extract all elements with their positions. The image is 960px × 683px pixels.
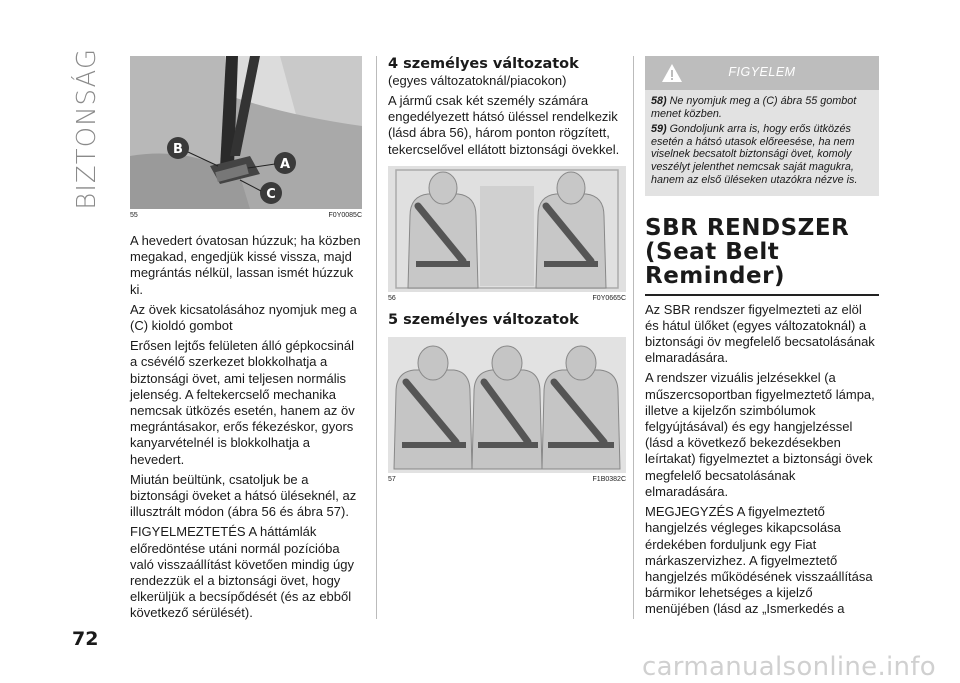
- paragraph: A hevedert óvatosan húzzuk; ha közben megakad, engedjük kissé vissza, majd megrántás nélkül, lassan ismét húzzuk ki.: [130, 233, 361, 297]
- fig-label-a: A: [279, 157, 291, 172]
- warning-header: [645, 56, 879, 90]
- paragraph: A jármű csak két személy számára engedélyezett hátsó üléssel rendelkezik (lásd ábra 56), három ponton rögzített, tekercselővel ellátott biztonsági övekkel.: [388, 93, 620, 157]
- figure-55: [130, 56, 362, 209]
- paragraph: MEGJEGYZÉS A figyelmeztető hangjelzés végleges kikapcsolása érdekében forduljunk egy Fiat márkaszervizhez. A figyelmeztető hangjelzés működésének visszaállítása bármikor lehetséges a kijelző menüjében (lásd az „Ismerkedés a: [645, 504, 873, 617]
- column-divider: [376, 56, 377, 619]
- column-middle: [388, 56, 626, 493]
- paragraph: Az SBR rendszer figyelmezteti az elöl és hátul ülőket (egyes változatoknál) a biztonsági öv megfelelő becsatolásának elmaradására.: [645, 301, 875, 366]
- figure-number: 55: [130, 212, 138, 219]
- fig-label-b: B: [173, 142, 183, 157]
- column-right: [645, 56, 879, 622]
- fig-label-c: C: [266, 187, 276, 202]
- warning-box: [645, 56, 879, 196]
- warning-title: FIGYELEM: [728, 65, 796, 79]
- heading-rule: [645, 294, 879, 296]
- rear-seats-3-illustration: [388, 337, 626, 473]
- warning-item: [651, 95, 873, 120]
- paragraph: Miután beültünk, csatoljuk be a biztonsági öveket a hátsó üléseknél, az illusztrált módon (ábra 56 és ábra 57).: [130, 471, 357, 520]
- warning-body: [645, 90, 879, 196]
- warning-number: 59): [651, 123, 667, 136]
- sbr-heading-line: SBR RENDSZER: [645, 215, 850, 242]
- section-heading-4-seat: 4 személyes változatok: [388, 56, 579, 72]
- watermark: carmanualsonline.info: [641, 652, 936, 682]
- warning-item: [651, 123, 873, 186]
- sbr-heading-line: (Seat Belt: [645, 239, 780, 266]
- sbr-heading-line: Reminder): [645, 263, 785, 290]
- page-number: 72: [72, 628, 99, 650]
- figure-code: F0Y0085C: [328, 212, 362, 219]
- figure-caption: [388, 295, 626, 302]
- rear-seats-2-illustration: [388, 166, 626, 292]
- seatbelt-buckle-illustration: [130, 56, 362, 209]
- figure-number: 56: [388, 294, 396, 302]
- figure-57: [388, 337, 626, 473]
- sbr-heading: [645, 216, 879, 288]
- section-subheading: (egyes változatoknál/piacokon): [388, 73, 567, 88]
- column-left: [130, 56, 362, 626]
- warning-text: Gondoljunk arra is, hogy erős ütközés esetén a hátsó utasok előreesése, ha nem viselnek becsatolt biztonsági övet, komoly veszélyt jelenthet nemcsak saját magukra, hanem az első üléseken utazókra nézve is.: [651, 123, 858, 186]
- section-title-vertical: [72, 48, 112, 248]
- figure-56: [388, 166, 626, 292]
- paragraph: FIGYELMEZTETÉS A háttámlák előredöntése utáni normál pozícióba való visszaállítást követően mindig úgy rendezzük el a biztonsági övet, hogy elkerüljük a becsípődését (és az ebből következő sérülését).: [130, 524, 355, 621]
- figure-caption: [388, 476, 626, 483]
- column-divider: [633, 56, 634, 619]
- figure-code: F1B0382C: [592, 475, 626, 483]
- figure-number: 57: [388, 475, 396, 483]
- figure-code: F0Y0665C: [592, 294, 626, 302]
- paragraph: Az övek kicsatolásához nyomjuk meg a (C) kioldó gombot: [130, 301, 357, 334]
- warning-text: Ne nyomjuk meg a (C) ábra 55 gombot menet közben.: [651, 95, 857, 120]
- paragraph: A rendszer vizuális jelzésekkel (a műszercsoportban figyelmeztető lámpa, illetve a kijelzőn szimbólumok felgyújtásával) és egy hangjelzéssel (lásd a következő bekezdésekben leírtakat) figyelmeztet a biztonsági övek megfelelő becsatolásának elmaradására.: [645, 370, 875, 499]
- section-title-text: BIZTONSÁG: [72, 48, 102, 210]
- paragraph: Erősen lejtős felületen álló gépkocsinál a csévélő szerkezet blokkolhatja a biztonsági övet, ami teljesen normális jelenség. A feltekercselő mechanika nemcsak ütközés esetén, hanem az öv megrántásakor, erős fékezéskor, gyors kanyarvételnél is blokkolhatja a hevedert.: [130, 338, 355, 467]
- figure-caption: [130, 212, 362, 219]
- section-heading-5-seat: 5 személyes változatok: [388, 311, 579, 328]
- warning-number: 58): [651, 95, 667, 107]
